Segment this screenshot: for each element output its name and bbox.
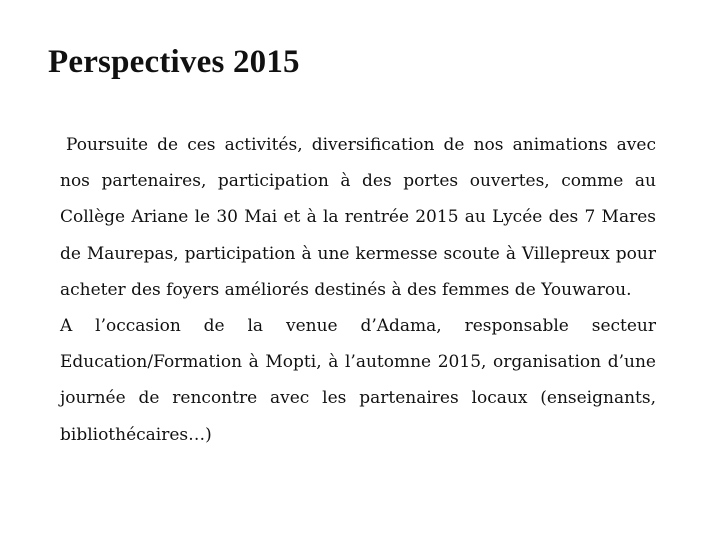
paragraph-adama-visit: A l’occasion de la venue d’Adama, responsable secteur Education/Formation à Mopti, à l’automne 2015, organisation d’une journée de rencontre avec les partenaires locaux (enseignants, bibliothécaires…)	[60, 316, 656, 445]
paragraph-activities: Poursuite de ces activités, diversification de nos animations avec nos partenaires, participation à des portes ouvertes, comme au Collège Ariane le 30 Mai et à la rentrée 2015 au Lycée des 7 Mares de Maurepas, participation à une kermesse scoute à Villepreux pour acheter des foyers améliorés destinés à des femmes de Youwarou.	[60, 135, 656, 300]
slide-title: Perspectives 2015	[48, 44, 300, 80]
slide-body	[60, 127, 656, 453]
